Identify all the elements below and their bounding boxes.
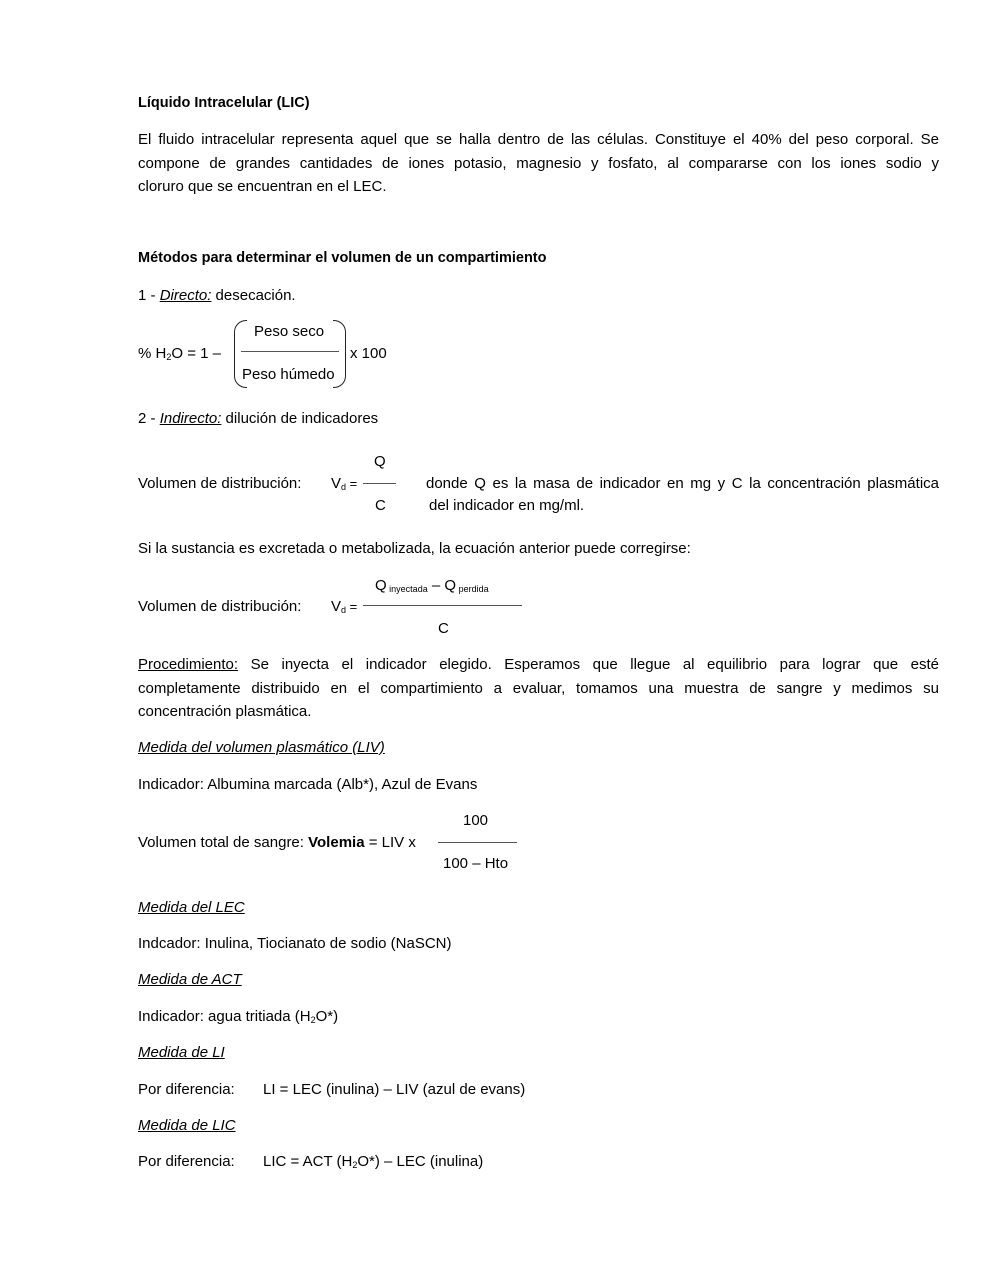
fraction-bar [363,483,396,484]
formula-vd-lhs-sub: d [341,482,347,492]
measure-lic-label: Por diferencia: [138,1153,235,1170]
correction-text: Si la sustancia es excretada o metabolizada, la ecuación anterior puede corregirse: [138,540,691,557]
section-title-lic: Líquido Intracelular (LIC) [138,95,310,111]
section-title-methods: Métodos para determinar el volumen de un compartimiento [138,250,547,266]
measure-act-title: Medida de ACT [138,971,242,988]
formula-vd-equals: = [346,476,358,491]
numerator-q-lost: Q [444,577,457,594]
formula-vd-lhs-v: V [331,475,342,492]
volemia-formula-lhs [138,835,416,850]
lic-paragraph-line: compone de grandes cantidades de iones potasio, magnesio y fosfato, al compararse con los iones sodio y [138,154,939,172]
right-parenthesis [333,320,346,388]
formula-h2o-lhs [138,346,221,362]
measure-liv-indicator: Indicador: Albumina marcada (Alb*), Azul de Evans [138,776,478,793]
procedure-line1: Se inyecta el indicador elegido. Esperamos que llegue al equilibrio para lograr que esté [238,656,939,673]
formula-vd-denominator: C [375,497,386,514]
indirect-label: Indirecto: [159,410,222,427]
direct-method-line [138,288,296,303]
procedure-paragraph [138,653,939,724]
formula-vd-note-line2: del indicador en mg/ml. [429,497,585,514]
fraction-bar [241,351,339,352]
measure-li-formula: LI = LEC (inulina) – LIV (azul de evans) [263,1081,526,1098]
formula-vd-corrected-label: Volumen de distribución: [138,598,302,615]
measure-liv-title: Medida del volumen plasmático (LIV) [138,739,385,756]
indirect-text: dilución de indicadores [221,410,379,427]
procedure-line [138,653,939,677]
lic-paragraph [138,128,939,199]
numerator-q-injected: Q [375,577,387,594]
formula-vd-corrected-equals: = [346,599,358,614]
procedure-line: completamente distribuido en el compartimiento a evaluar, tomamos una muestra de sangre y medimos su [138,679,939,697]
volemia-label: Volumen total de sangre: [138,834,309,851]
formula-h2o-denominator: Peso húmedo [242,366,335,383]
formula-vd-corrected-lhs-sub: d [341,605,347,615]
act-indicator-suffix: O*) [315,1008,339,1025]
lic-formula-suffix: O*) – LEC (inulina) [357,1153,484,1170]
direct-number: 1 - [138,287,160,304]
act-indicator-sub: 2 [310,1015,316,1025]
measure-lec-title: Medida del LEC [138,899,245,916]
formula-vd-numerator: Q [374,453,386,470]
act-indicator-prefix: Indicador: agua tritiada (H [138,1008,311,1025]
fraction-bar [438,842,517,843]
measure-act-indicator [138,1009,338,1025]
formula-vd-lhs [331,476,357,492]
formula-vd-corrected-numerator [375,578,489,594]
lic-formula-sub: 2 [352,1160,358,1170]
direct-label: Directo: [159,287,212,304]
fraction-bar [363,605,522,606]
formula-h2o-numerator: Peso seco [254,323,325,340]
lic-paragraph-line: cloruro que se encuentran en el LEC. [138,178,387,195]
volemia-denominator: 100 – Hto [443,855,509,872]
formula-h2o-lhs-sub: 2 [166,352,172,362]
formula-h2o-lhs-prefix: % H [138,345,167,362]
measure-li-label: Por diferencia: [138,1081,235,1098]
numerator-q-injected-sub: inyectada [386,584,428,594]
volemia-rest: = LIV x [364,834,416,851]
volemia-numerator: 100 [463,812,489,829]
formula-vd-label: Volumen de distribución: [138,475,302,492]
measure-lec-indicator: Indcador: Inulina, Tiocianato de sodio (NaSCN) [138,935,452,952]
indirect-method-line [138,411,378,426]
lic-paragraph-line: El fluido intracelular representa aquel que se halla dentro de las células. Constituye el 40% del peso corporal. Se [138,131,939,148]
procedure-line: concentración plasmática. [138,703,312,720]
formula-h2o-multiplier: x 100 [350,345,387,362]
procedure-label: Procedimiento: [138,656,239,673]
formula-h2o-lhs-suffix: O = 1 – [171,345,221,362]
lic-formula-prefix: LIC = ACT (H [263,1153,353,1170]
formula-vd-corrected-lhs-v: V [331,598,342,615]
formula-vd-note-line1: donde Q es la masa de indicador en mg y C la concentración plasmática [426,475,939,492]
indirect-number: 2 - [138,410,160,427]
direct-text: desecación. [211,287,296,304]
formula-vd-corrected-denominator: C [438,620,449,637]
measure-lic-formula [263,1154,483,1170]
numerator-q-lost-sub: perdida [456,584,489,594]
measure-lic-title: Medida de LIC [138,1117,236,1134]
formula-vd-corrected-lhs [331,599,357,615]
numerator-minus: – [427,577,445,594]
measure-li-title: Medida de LI [138,1044,225,1061]
volemia-bold: Volemia [308,834,365,851]
